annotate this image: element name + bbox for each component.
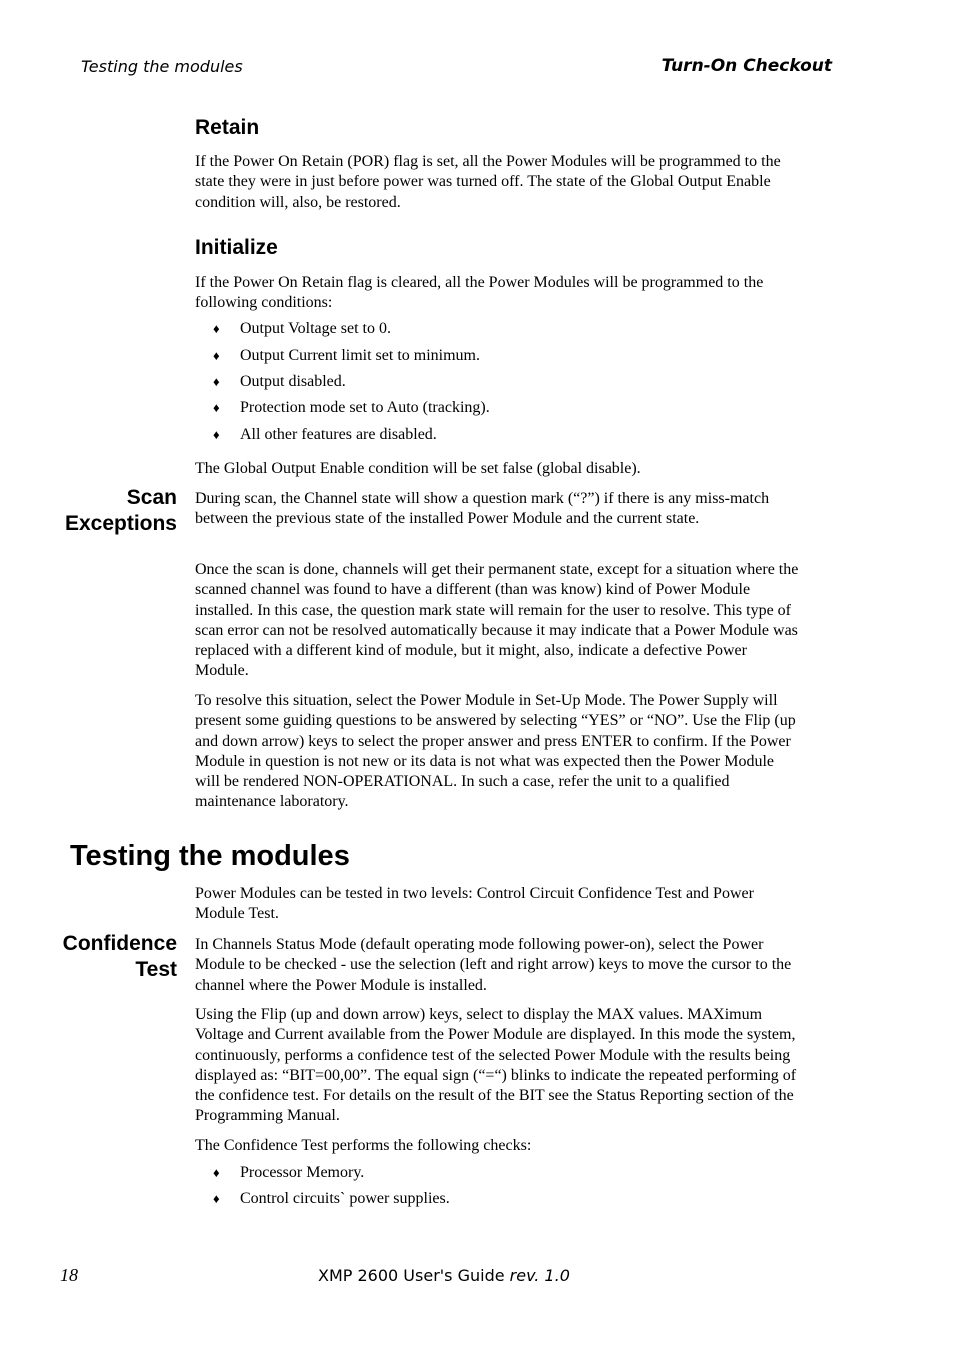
retain-paragraph: If the Power On Retain (POR) flag is set, all the Power Modules will be programmed to the state they were in just before power was turned off. The state of the Global Output Enable condition will, also, be restored. [195,153,781,211]
confidence-test-label [63,931,177,983]
initialize-outro: The Global Output Enable condition will be set false (global disable). [195,460,641,477]
initialize-heading: Initialize [195,236,278,259]
confidence-test-label-line1: Confidence [62,932,177,955]
list-item-text: Processor Memory. [240,1164,365,1181]
list-item-text: Output disabled. [240,373,346,390]
list-item-text: Protection mode set to Auto (tracking). [240,399,490,416]
diamond-bullet-icon: ♦ [213,374,220,389]
footer-revision: rev. 1.0 [509,1266,570,1285]
diamond-bullet-icon: ♦ [213,427,220,442]
scan-exceptions-paragraph-1: During scan, the Channel state will show a question mark (“?”) if there is any miss-match between the previous state of the installed Power Module and the current state. [195,490,770,528]
list-item-text: All other features are disabled. [240,426,437,443]
list-item-text: Output Voltage set to 0. [240,320,391,337]
diamond-bullet-icon: ♦ [213,1191,220,1206]
diamond-bullet-icon: ♦ [213,348,220,363]
initialize-intro: If the Power On Retain flag is cleared, all the Power Modules will be programmed to the following conditions: [195,274,764,312]
confidence-test-paragraph-3: The Confidence Test performs the following checks: [195,1137,532,1154]
running-header-section: Testing the modules [81,57,243,76]
confidence-test-paragraph-2: Using the Flip (up and down arrow) keys, select to display the MAX values. MAXimum Voltage and Current available from the Power Module are displayed. In this mode the system, continuously, performs a confidence test of the selected Power Module with the results being displayed as: “BIT=00,00”. The equal sign (“=“) blinks to indicate the repeated performing of the confidence test. For details on the result of the BIT see the Status Reporting section of the Programming Manual. [195,1006,797,1125]
list-item-text: Control circuits` power supplies. [240,1190,450,1207]
diamond-bullet-icon: ♦ [213,1165,220,1180]
scan-exceptions-paragraph-2: Once the scan is done, channels will get their permanent state, except for a situation where the scanned channel was found to have a different (than was know) kind of Power Module installed. In this case, the question mark state will remain for the user to resolve. This type of scan error can not be resolved automatically because it may indicate that a Power Module was replaced with a different kind of module, but it might, also, indicate a defective Power Module. [195,561,799,680]
footer-title [318,1266,570,1285]
scan-exceptions-label-line1: Scan [126,486,177,509]
scan-exceptions-paragraph-3: To resolve this situation, select the Power Module in Set-Up Mode. The Power Supply will present some guiding questions to be answered by selecting “YES” or “NO”. Use the Flip (up and down arrow) keys to select the proper answer and press ENTER to confirm. If the Power Module in question is not new or its data is not what was expected then the Power Module will be rendered NON-OPERATIONAL. In such a case, refer the unit to a qualified maintenance laboratory. [195,692,796,811]
scan-exceptions-label [65,485,177,537]
footer-guide-name: XMP 2600 User's Guide [318,1266,505,1285]
list-item-text: Output Current limit set to minimum. [240,347,480,364]
retain-heading: Retain [195,116,260,139]
diamond-bullet-icon: ♦ [213,321,220,336]
diamond-bullet-icon: ♦ [213,400,220,415]
confidence-test-label-line2: Test [135,958,177,981]
scan-exceptions-label-line2: Exceptions [64,512,177,535]
section-heading: Testing the modules [70,840,350,872]
page-number: 18 [60,1265,78,1285]
confidence-test-paragraph-1: In Channels Status Mode (default operating mode following power-on), select the Power Module to be checked - use the selection (left and right arrow) keys to move the cursor to the channel where the Power Module is installed. [195,936,792,994]
running-header-chapter: Turn-On Checkout [661,56,832,76]
testing-intro: Power Modules can be tested in two levels: Control Circuit Confidence Test and Power Module Test. [195,885,754,923]
